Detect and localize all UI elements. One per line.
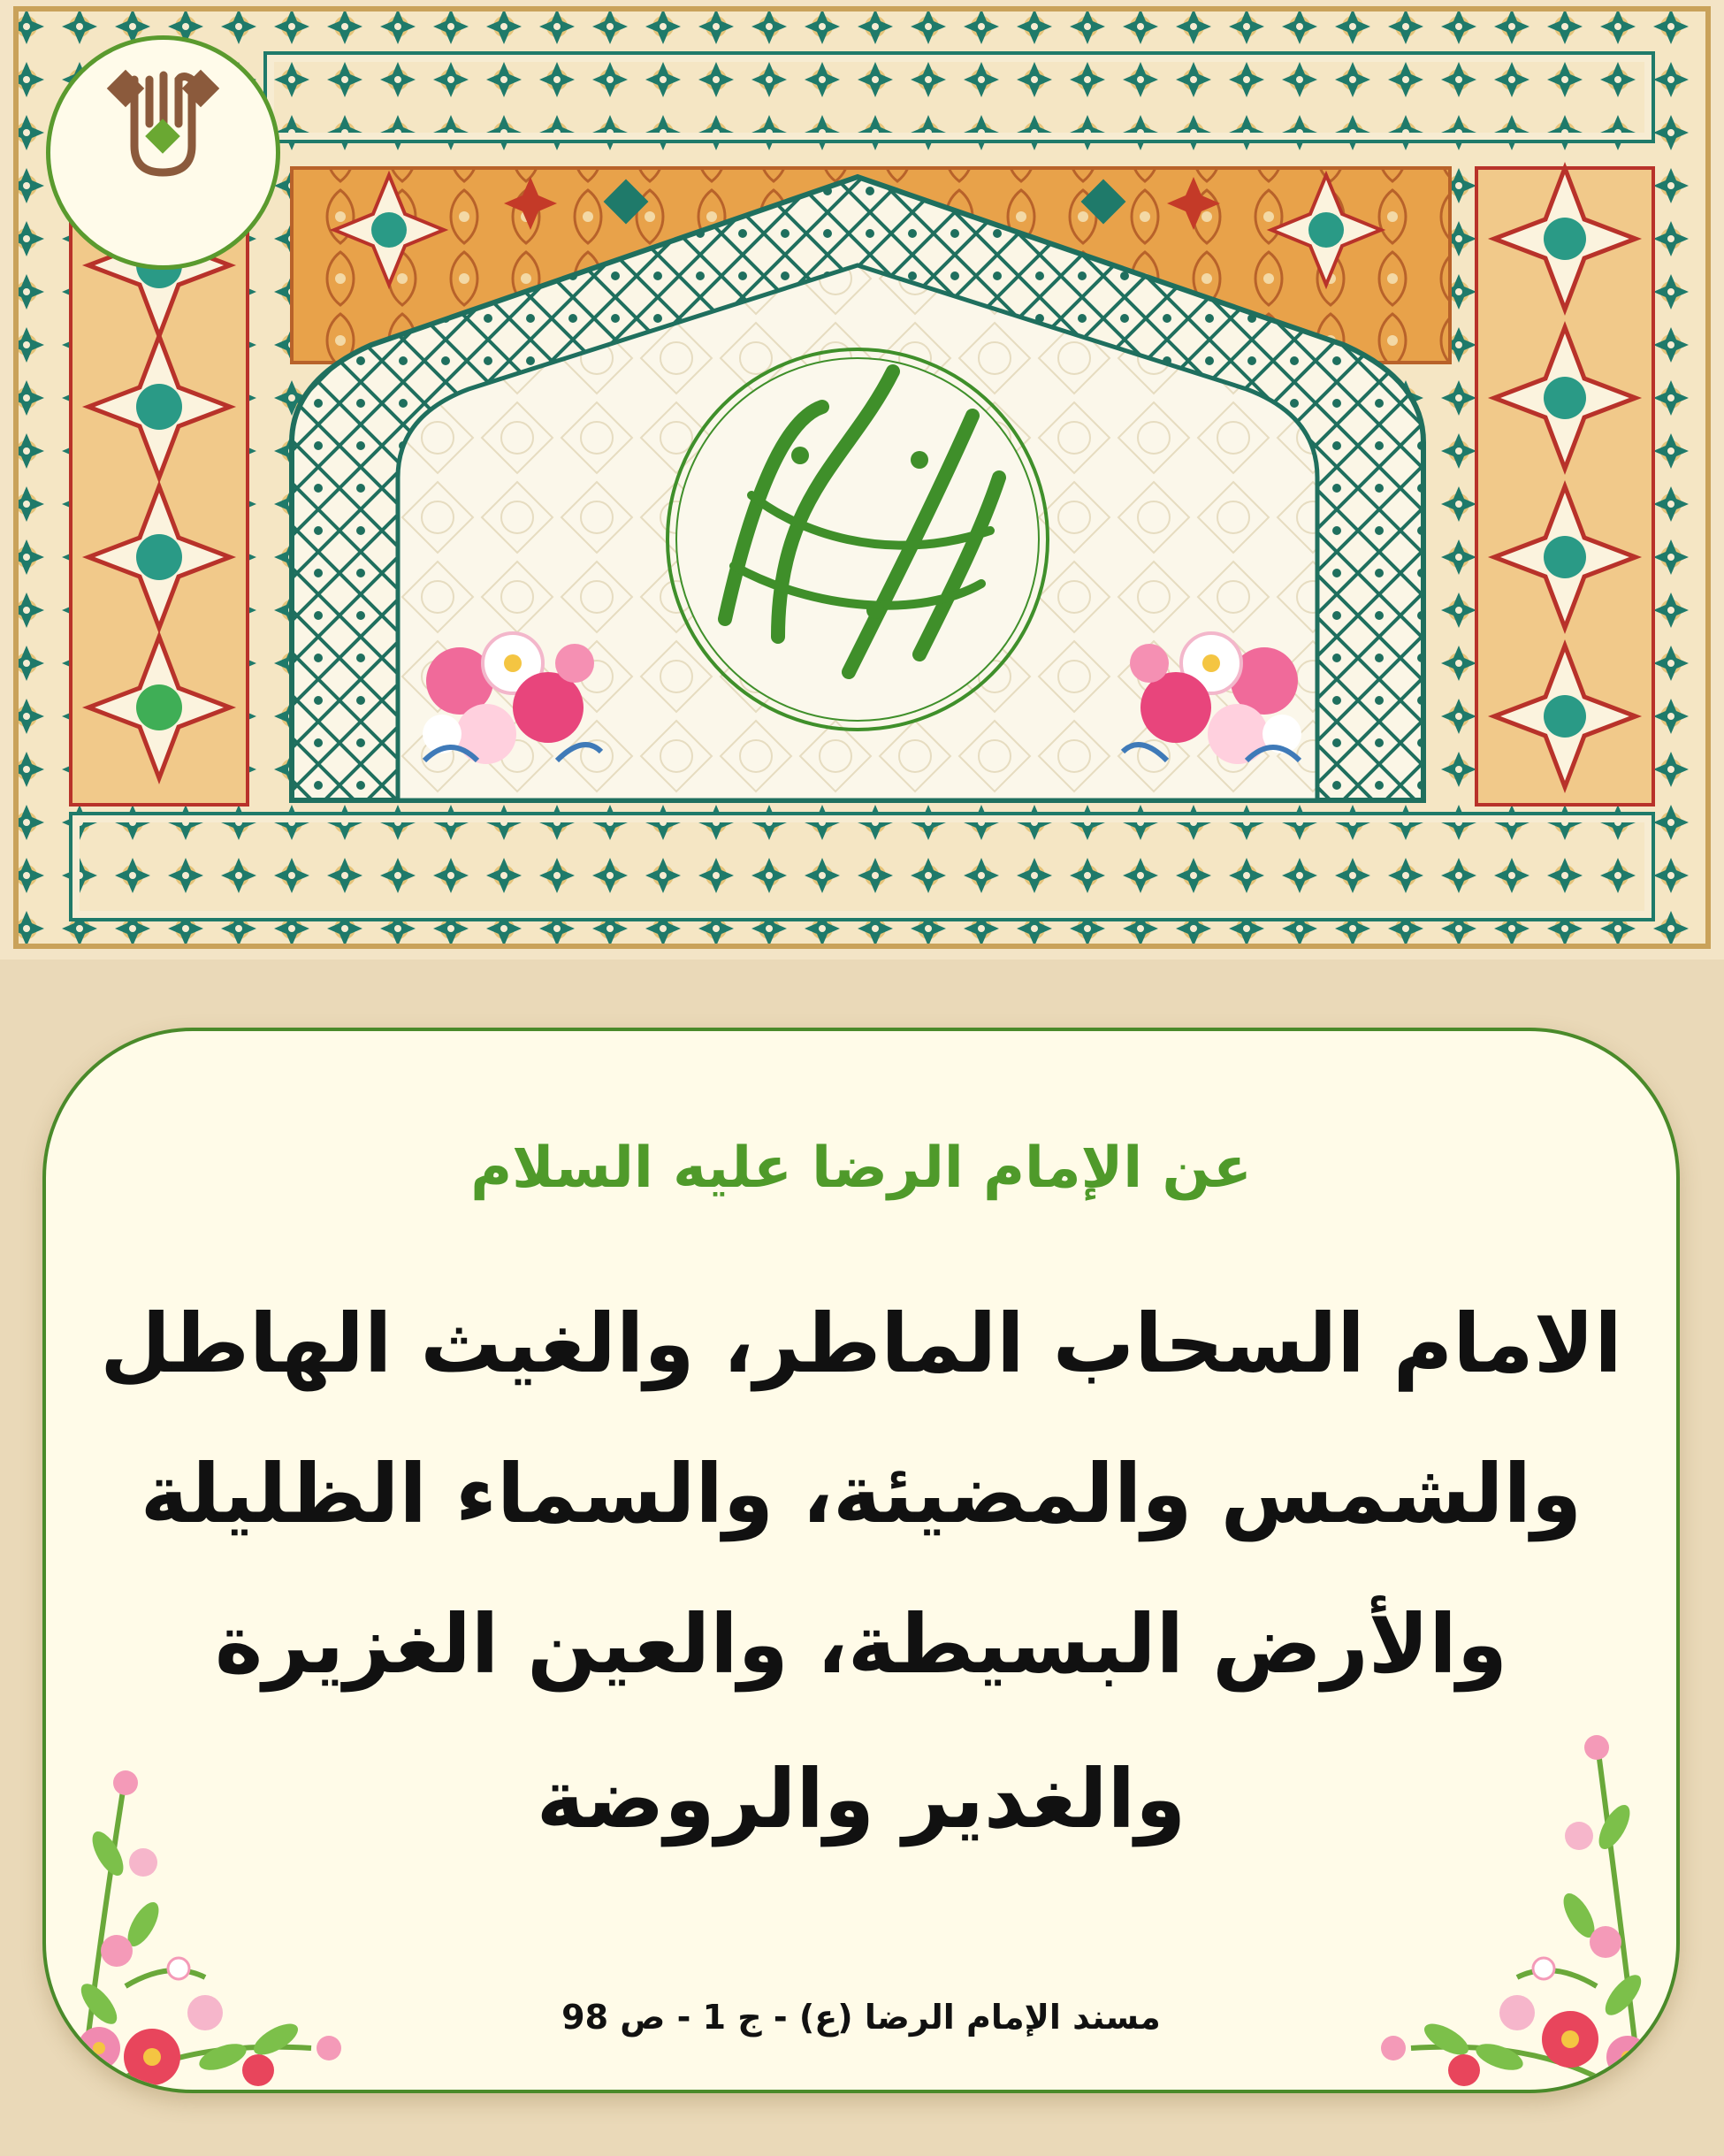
quote-heading: عن الإمام الرضا عليه السلام (470, 1135, 1252, 1201)
quote-source: مسند الإمام الرضا (ع) - ج 1 - ص 98 (561, 1998, 1161, 2037)
quote-line: والشمس والمضيئة، والسماء الظليلة (140, 1447, 1583, 1541)
quote-line: الامام السحاب الماطر، والغيث الهاطل (100, 1296, 1622, 1391)
flower-decoration-right (1287, 1721, 1676, 2093)
quote-card (42, 1028, 1680, 2093)
ornamental-banner (0, 0, 1724, 959)
flower-decoration-left (46, 1721, 435, 2093)
quote-line: والغدير والروضة (536, 1752, 1186, 1846)
site-logo[interactable] (46, 35, 280, 270)
hand-icon (50, 40, 276, 265)
quote-line: والأرض البسيطة، والعين الغزيرة (214, 1597, 1508, 1692)
